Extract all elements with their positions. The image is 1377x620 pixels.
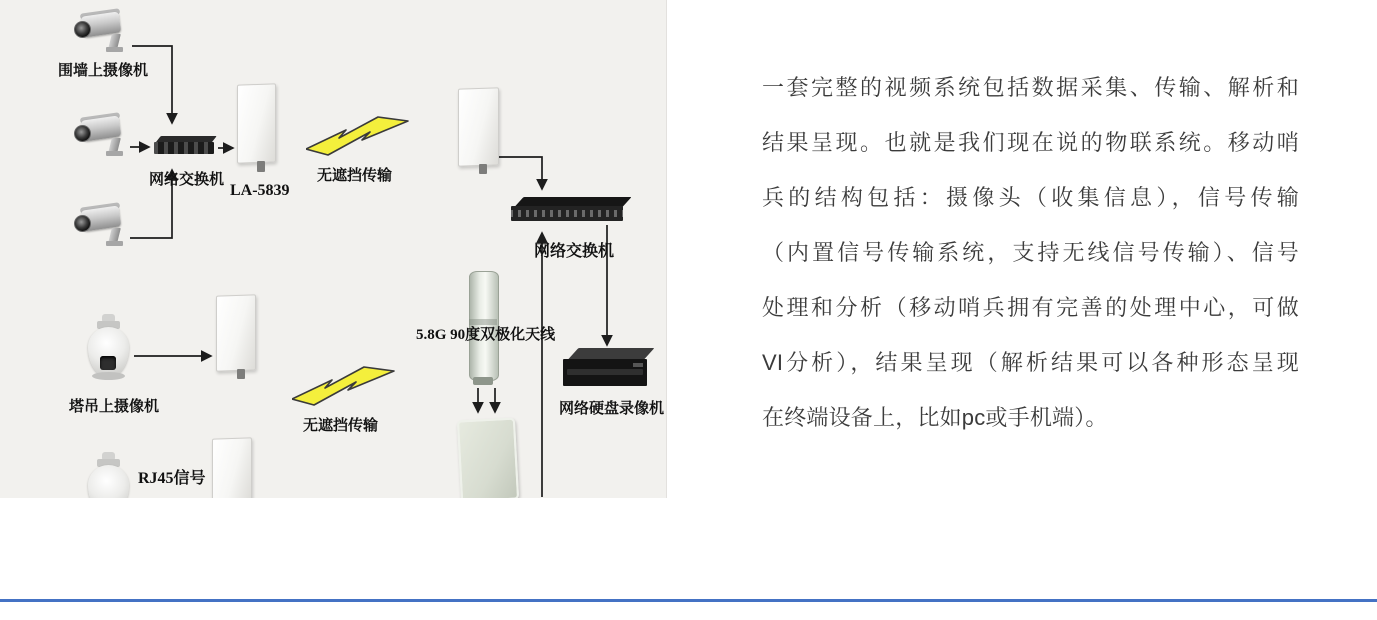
description-line: 在终端设备上，比如pc或手机端）。 bbox=[762, 405, 1108, 430]
antenna-58g-label: 5.8G 90度双极化天线 bbox=[416, 327, 556, 343]
panel-antenna-icon bbox=[216, 295, 254, 379]
antenna-model-label: LA-5839 bbox=[230, 182, 290, 199]
wireless2-label: 无遮挡传输 bbox=[303, 418, 379, 434]
description-text bbox=[762, 60, 1299, 445]
network-switch-icon bbox=[154, 136, 216, 156]
description-line: 兵的结构包括：摄像头（收集信息），信号传输 bbox=[762, 185, 1299, 210]
panel-antenna-icon bbox=[212, 438, 250, 498]
switch2-label: 网络交换机 bbox=[534, 243, 615, 260]
flat-panel-antenna-icon bbox=[457, 418, 519, 498]
panel-antenna-icon bbox=[237, 84, 274, 172]
nvr-label: 网络硬盘录像机 bbox=[559, 401, 665, 417]
description-line: （内置信号传输系统，支持无线信号传输）、信号 bbox=[762, 240, 1299, 265]
lightning-bolt-icon bbox=[306, 116, 410, 160]
bullet-camera-icon bbox=[72, 200, 130, 254]
description-line: 结果呈现。也就是我们现在说的物联系统。移动哨 bbox=[762, 130, 1299, 155]
lightning-bolt-icon bbox=[292, 366, 396, 410]
crane-camera-label: 塔吊上摄像机 bbox=[69, 399, 160, 415]
rj45-label: RJ45信号 bbox=[138, 470, 206, 487]
dome-camera-icon bbox=[86, 452, 132, 498]
bullet-camera-icon bbox=[72, 110, 130, 164]
wireless1-label: 无遮挡传输 bbox=[317, 168, 393, 184]
panel-antenna-icon bbox=[458, 88, 497, 174]
description-line: 处理和分析（移动哨兵拥有完善的处理中心，可做 bbox=[762, 295, 1299, 320]
network-switch-icon bbox=[511, 197, 629, 225]
bottom-accent-divider bbox=[0, 599, 1377, 602]
description-line: VI分析），结果呈现（解析结果可以各种形态呈现 bbox=[762, 350, 1299, 375]
description-line: 一套完整的视频系统包括数据采集、传输、解析和 bbox=[762, 75, 1299, 100]
nvr-icon bbox=[563, 348, 651, 392]
switch1-label: 网络交换机 bbox=[149, 172, 225, 188]
network-topology-diagram bbox=[0, 0, 667, 498]
bullet-camera-icon bbox=[72, 6, 130, 60]
wall-camera-label: 围墙上摄像机 bbox=[58, 63, 149, 79]
dome-camera-icon bbox=[86, 314, 132, 394]
